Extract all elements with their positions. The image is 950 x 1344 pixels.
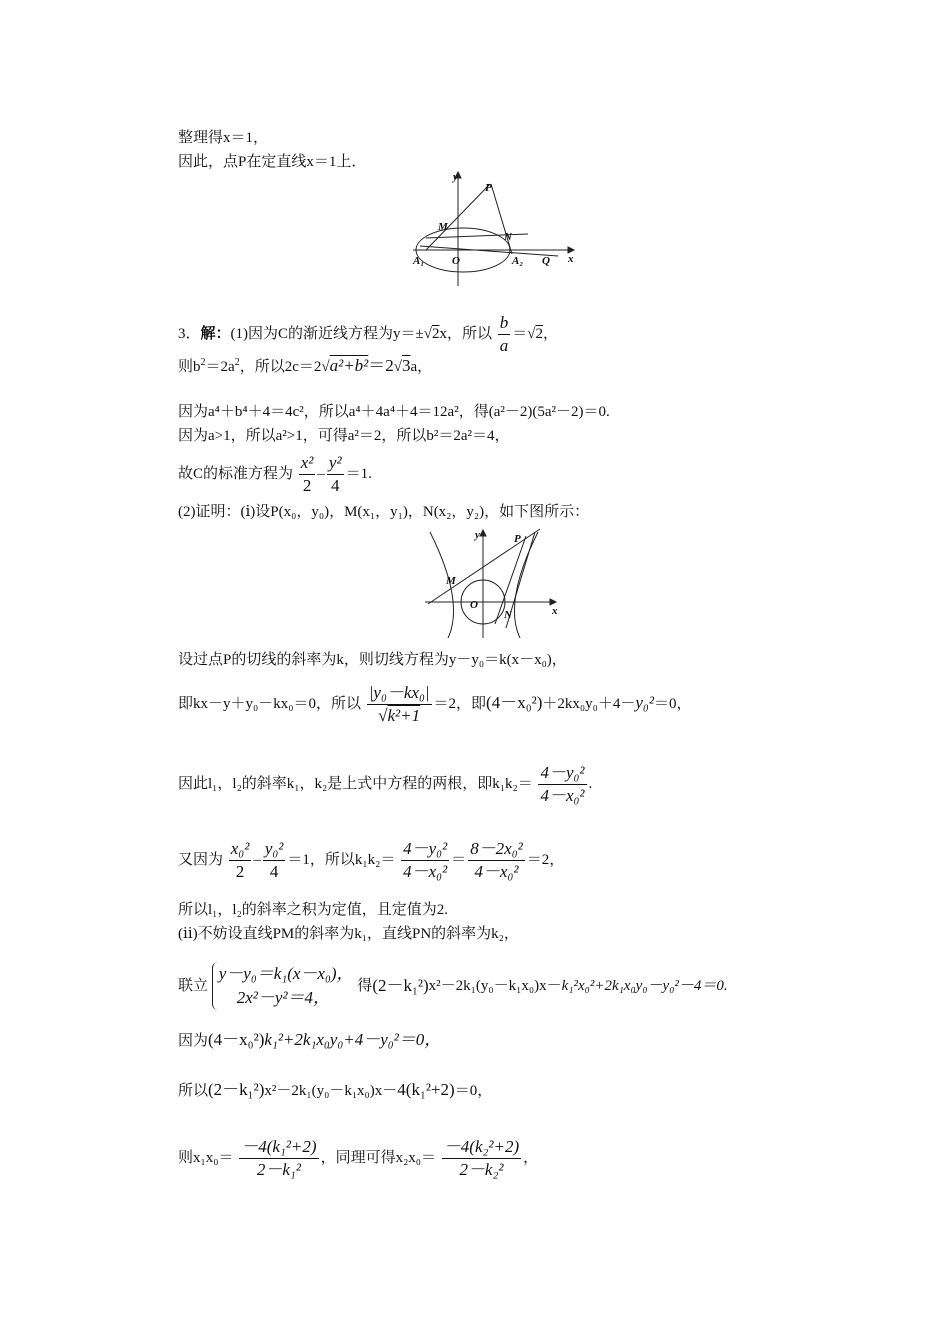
text-line-11: 因此l₁，l₂的斜率k₁，k₂是上式中方程的两根，即k₁k₂＝ $\frac{\text{4－y₀²}}{\text{4－x₀²}}$ . — [178, 763, 593, 805]
label-M: M — [446, 575, 456, 587]
frac-x1x0: $\frac{\text{－4(k₁²+2)}}{\text{2－k₁²}}$ — [241, 1137, 317, 1179]
sqrt2: 2 — [432, 325, 440, 342]
label-A1: A₁ — [413, 255, 425, 267]
equation-system: y－y₀＝k₁(x－x₀)， 2x²－y²＝4， — [212, 962, 354, 1010]
figure-ellipse — [408, 168, 578, 294]
line-A1-Q — [420, 246, 558, 256]
text-line-17: 所以(2－k₁²)x²－2k₁(y₀－k₁x₀)x－4(k₁²+2)＝0， — [178, 1080, 493, 1099]
frac-x0sq-over-2: $\frac{\text{x₀²}}{2}$ — [230, 839, 250, 881]
label-Q: Q — [542, 255, 550, 267]
text-line-18: 则x₁x₀＝ $\frac{\text{－4(k₁²+2)}}{\text{2－k₁²}}$ ，同理可得x₂x₀＝ $\frac{\text{－4(k₂²+2)}}{\text{2－k₂²}}$ ， — [178, 1137, 539, 1179]
solution-number: 3． — [178, 325, 201, 342]
sqrt-a2b2: a²+b² — [329, 356, 369, 375]
text-line-9: 设过点P的切线的斜率为k，则切线方程为y－y₀＝k(x－x₀)， — [178, 652, 567, 668]
text-line-12: 又因为 $\frac{\text{x₀²}}{2}$ – $\frac{\text{y₀²}}{4}$ ＝1，所以k₁k₂＝ $\frac{\text{4－y₀²}}{\text{4－x₀²}}$ ＝ $\frac{\text{8－2x₀²}}{\text{4－x₀²}}$ ＝2， — [178, 839, 565, 881]
hyperbola-right-branch — [514, 532, 538, 638]
label-x: x — [552, 605, 558, 617]
text-line-15: 联立 y－y₀＝k₁(x－x₀)， 2x²－y²＝4， 得(2－k₁²)x²－2k₁(y₀－k₁x₀)x－k₁²x₀²+2k₁x₀y₀－y₀²－4＝0. — [178, 962, 728, 1010]
text-line-8: (2)证明：(ⅰ)设P(x₀，y₀)，M(x₁，y₁)，N(x₂，y₂)，如下图所示： — [178, 504, 590, 520]
label-O: O — [452, 255, 460, 267]
frac-y2-over-4: $\frac{\text{y²}}{4}$ — [328, 453, 342, 495]
text-3b: x，所以 — [439, 325, 493, 342]
y-axis-arrow-icon — [480, 530, 486, 536]
text-line-2: 因此，点P在定直线x＝1上． — [178, 154, 367, 170]
frac-k1k2-again: $\frac{\text{4－y₀²}}{\text{4－x₀²}}$ — [403, 839, 448, 881]
label-O: O — [470, 599, 478, 611]
frac-abs-over-sqrt: $\frac{\text{|y₀－kx₀|}}{\text{√k²+1}}$ — [368, 683, 430, 725]
figure-hyperbola — [420, 524, 565, 642]
frac-b-over-a: $\frac{b}{a}$ — [499, 313, 509, 355]
frac-k1k2: $\frac{\text{4－y₀²}}{\text{4－x₀²}}$ — [540, 763, 585, 805]
label-M: M — [438, 221, 448, 233]
text-line-1: 整理得x＝1， — [178, 130, 269, 146]
frac-y0sq-over-4: $\frac{\text{y₀²}}{4}$ — [264, 839, 284, 881]
line-P-A2 — [491, 184, 512, 254]
label-A2: A₂ — [512, 255, 524, 267]
label-P: P — [485, 182, 492, 194]
text-line-5: 因为a⁴＋b⁴＋4＝4c²，所以a⁴＋4a⁴＋4＝12a²，得(a²－2)(5a²－2)＝0. — [178, 404, 610, 420]
text-line-14: (ⅱ)不妨设直线PM的斜率为k₁，直线PN的斜率为k₂， — [178, 926, 519, 942]
text-line-10: 即kx－y＋y₀－kx₀＝0，所以 $\frac{\text{|y₀－kx₀|}}{\text{√k²+1}}$ ＝2，即(4－x₀²)＋2kx₀y₀＋4－y₀²＝0， — [178, 683, 692, 725]
label-N: N — [504, 609, 512, 621]
frac-x2-over-2: $\frac{\text{x²}}{2}$ — [300, 453, 314, 495]
text-line-4: 则$b^2=2a^2$，所以2c＝2√a²+b²＝2√3a， — [178, 356, 433, 375]
frac-x2x0: $\frac{\text{－4(k₂²+2)}}{\text{2－k₂²}}$ — [443, 1137, 520, 1179]
frac-8-2x0: $\frac{\text{8－2x₀²}}{\text{4－x₀²}}$ — [470, 839, 523, 881]
solution-label: 解： — [200, 325, 231, 342]
text-line-3: 3．解：(1)因为C的渐近线方程为y＝±√2x，所以 $\frac{b}{a}$ ＝√2， — [178, 313, 559, 355]
label-x: x — [568, 253, 574, 265]
text-line-7: 故C的标准方程为 $\frac{\text{x²}}{2}$ – $\frac{\text{y²}}{4}$ ＝1. — [178, 453, 372, 495]
label-y: y — [475, 529, 480, 541]
text-line-6: 因为a>1，所以a²>1，可得a²＝2，所以b²＝2a²＝4， — [178, 428, 510, 444]
text-line-13: 所以l₁，l₂的斜率之积为定值，且定值为2. — [178, 902, 449, 918]
label-P: P — [514, 533, 521, 545]
text-line-16: 因为(4－x₀²)k₁²+2k₁x₀y₀+4－y₀²＝0， — [178, 1030, 442, 1049]
text-3a: (1)因为C的渐近线方程为y＝± — [230, 325, 424, 342]
label-N: N — [504, 231, 512, 243]
label-y: y — [453, 171, 458, 183]
